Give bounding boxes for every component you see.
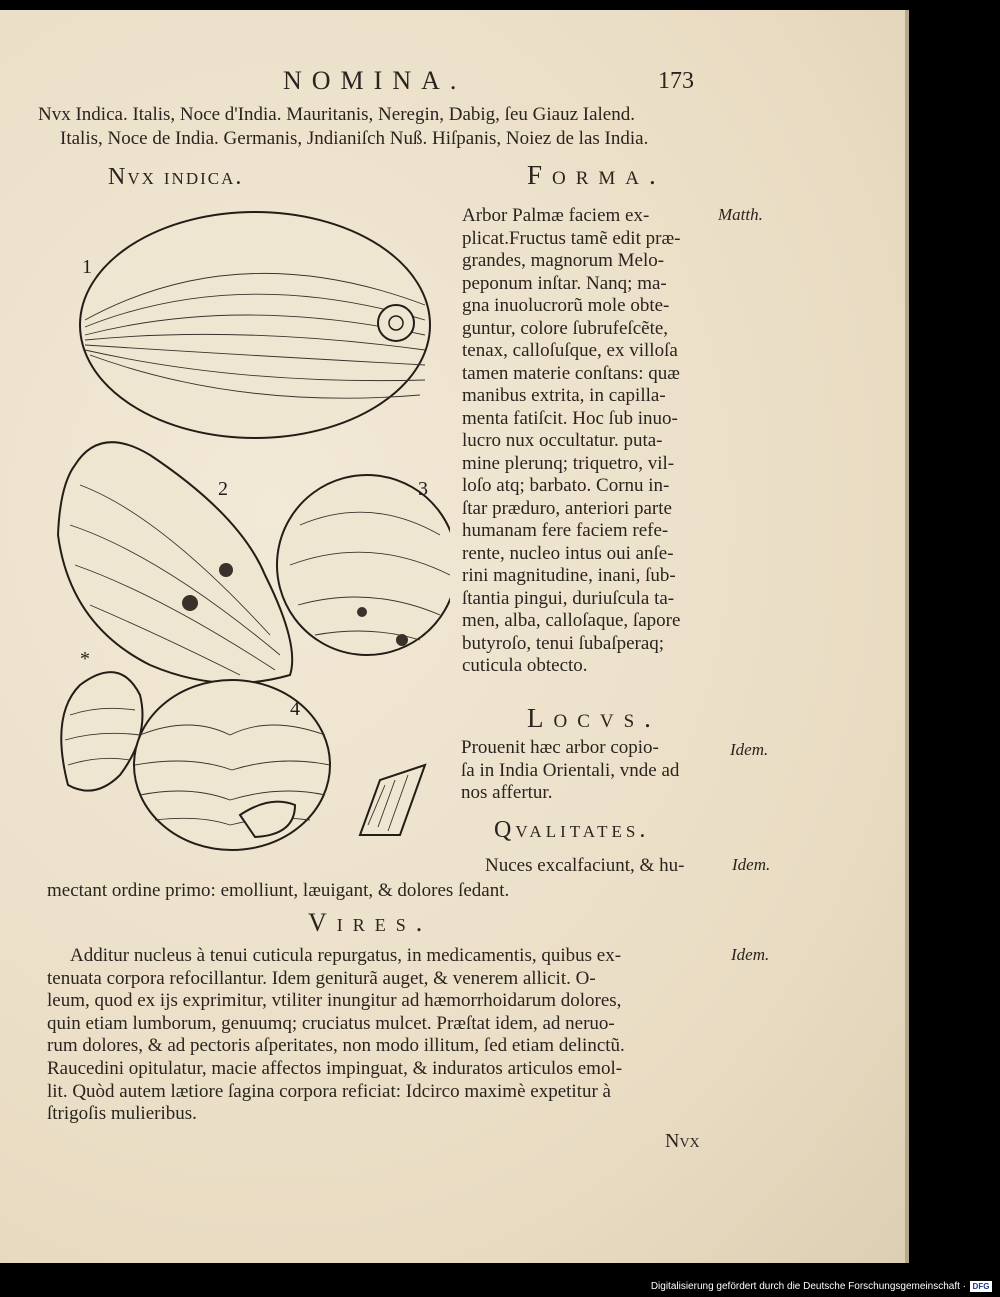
forma-line: grandes, magnorum Melo- (462, 250, 665, 271)
vires-line: rum dolores, & ad pectoris aſperitates, non modo illitum, ſed etiam delinctũ. (47, 1035, 625, 1057)
margin-note-idem: Idem. (732, 855, 771, 874)
locus-heading: Locvs. (527, 703, 661, 733)
qualitates-line-2: mectant ordine primo: emolliunt, læuigant, & dolores ſedant. (47, 880, 510, 901)
vires-line: ſtrigoſis mulieribus. (47, 1103, 197, 1125)
vires-line: lit. Quòd autem lætiore ſagina corpora reficiat: Idcirco maximè expetitur à (47, 1080, 611, 1102)
fruit-1-whole-husk (80, 212, 430, 438)
vires-line: quin etiam lumborum, genuumq; cruciatus mulcet. Præſtat idem, ad neruo- (47, 1012, 615, 1034)
forma-line: gna inuolucrorũ mole obte- (462, 295, 670, 316)
forma-line: plicat.Fructus tamẽ edit præ- (462, 227, 681, 249)
figure-label-star: * (80, 648, 90, 670)
forma-line: rini magnitudine, inani, ſub- (462, 565, 676, 586)
locus-line: nos affertur. (461, 782, 553, 803)
forma-line: butyroſo, tenui ſubaſperaq; (462, 632, 665, 654)
qualitates-heading: Qvalitates. (494, 817, 650, 843)
margin-note-matth: Matth. (718, 205, 763, 224)
shell-fragment (360, 765, 425, 835)
page-edge (905, 10, 909, 1263)
forma-line: humanam fere faciem refe- (462, 520, 669, 541)
locus-text (461, 737, 679, 805)
figure-label-2: 2 (218, 478, 228, 500)
qualitates-line-1: Nuces excalfaciunt, & hu- (485, 855, 685, 876)
catchword: Nvx (665, 1130, 700, 1152)
vires-heading: Vires. (308, 908, 433, 937)
digitization-credit: Digitalisierung gefördert durch die Deutsche Forschungsgemeinschaft · (650, 1281, 966, 1292)
forma-line: loſo atq; barbato. Cornu in- (462, 475, 670, 496)
forma-line: Arbor Palmæ faciem ex- (462, 205, 650, 226)
forma-heading: Forma. (527, 160, 666, 190)
forma-line: tenax, calloſuſque, ex villoſa (462, 340, 678, 361)
forma-line: rente, nucleo intus oui anſe- (462, 542, 674, 564)
forma-line: tamen materie conſtans: quæ (462, 362, 680, 384)
figure-label-4: 4 (290, 698, 300, 720)
forma-line: peponum inſtar. Nanq; ma- (462, 272, 667, 294)
nomina-line-2: Italis, Noce de India. Germanis, Jndianiſch Nuß. Hiſpanis, Noiez de las India. (60, 128, 649, 149)
running-head: NOMINA. (283, 66, 467, 95)
margin-note-idem: Idem. (730, 740, 769, 759)
fruit-2-husked (58, 442, 292, 683)
coconut-woodcut-illustration (40, 195, 450, 875)
vires-line: Additur nucleus à tenui cuticula repurgatus, in medicamentis, quibus ex- (70, 945, 622, 966)
dfg-logo[interactable]: DFG (970, 1281, 992, 1292)
forma-line: men, alba, calloſaque, ſapore (462, 610, 681, 631)
figure-label-3: 3 (418, 478, 428, 500)
vires-text (47, 945, 625, 1126)
figure-caption: Nvx indica. (108, 164, 244, 190)
vires-line: Raucedini opitulatur, macie affectos impinguat, & induratos articulos emol- (47, 1057, 623, 1079)
page-number: 173 (658, 68, 694, 94)
margin-note-idem: Idem. (731, 945, 770, 964)
fruit-4-cut-nut (134, 680, 330, 850)
forma-line: cuticula obtecto. (462, 655, 588, 676)
forma-line: menta fatiſcit. Hoc ſub inuo- (462, 407, 678, 429)
locus-line: ſa in India Orientali, vnde ad (461, 759, 680, 781)
forma-line: lucro nux occultatur. puta- (462, 430, 663, 451)
forma-line: guntur, colore ſubrufeſcẽte, (462, 317, 669, 339)
fruit-star-kernel (61, 672, 142, 790)
locus-line: Prouenit hæc arbor copio- (461, 737, 659, 758)
vires-line: leum, quod ex ijs exprimitur, vtiliter inungitur ad hæmorrhoidarum dolores, (47, 990, 622, 1012)
forma-line: manibus extrita, in capilla- (462, 385, 666, 406)
forma-text (462, 205, 680, 678)
nomina-line-1: Nvx Indica. Italis, Noce d'India. Mauritanis, Neregin, Dabig, ſeu Giauz Ialend. (38, 104, 635, 125)
vires-line: tenuata corpora refocillantur. Idem geniturã auget, & venerem allicit. O- (47, 967, 596, 989)
figure-label-1: 1 (82, 256, 92, 278)
forma-line: mine plerunq; triquetro, vil- (462, 452, 675, 474)
forma-line: ſtar præduro, anteriori parte (462, 497, 672, 519)
forma-line: ſtantia pingui, duriuſcula ta- (462, 587, 675, 609)
